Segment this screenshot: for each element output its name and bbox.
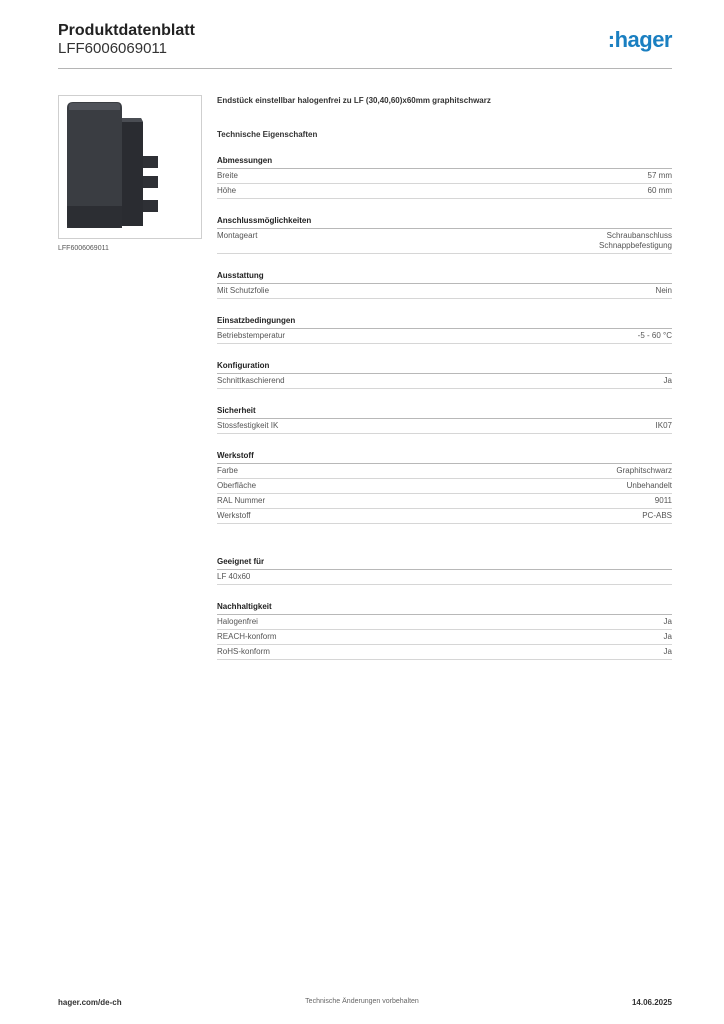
group-title: Ausstattung — [217, 271, 672, 284]
spec-row — [217, 630, 672, 645]
group-title: Konfiguration — [217, 361, 672, 374]
footer-date: 14.06.2025 — [631, 998, 672, 1007]
spec-group-geeignet-fuer — [217, 557, 672, 585]
header-divider — [58, 68, 672, 69]
group-title: Abmessungen — [217, 156, 672, 169]
spec-row — [217, 494, 672, 509]
spec-label: RAL Nummer — [217, 496, 266, 505]
spec-label: Farbe — [217, 466, 238, 475]
spec-row — [217, 479, 672, 494]
product-description: Endstück einstellbar halogenfrei zu LF (30,40,60)x60mm graphitschwarz — [217, 96, 491, 105]
footer-website-link[interactable]: hager.com/de-ch — [58, 998, 122, 1007]
spec-label: Montageart — [217, 231, 258, 240]
spec-row — [217, 184, 672, 199]
spec-label: Halogenfrei — [217, 617, 258, 626]
spec-group-anschlussmoeglichkeiten — [217, 216, 672, 254]
spec-row — [217, 374, 672, 389]
group-title: Anschlussmöglichkeiten — [217, 216, 672, 229]
product-image — [58, 95, 202, 239]
spec-row — [217, 284, 672, 299]
spec-value: 57 mm — [647, 171, 672, 180]
spec-section-title: Technische Eigenschaften — [217, 130, 318, 139]
group-title: Einsatzbedingungen — [217, 316, 672, 329]
end-cap-product-icon — [59, 96, 201, 238]
spec-label: Mit Schutzfolie — [217, 286, 270, 295]
spec-group-sicherheit — [217, 406, 672, 434]
spec-group-ausstattung — [217, 271, 672, 299]
spec-value-line: Schraubanschluss — [606, 231, 672, 240]
spec-row — [217, 645, 672, 660]
spec-value: Ja — [663, 647, 672, 656]
spec-value: Ja — [663, 617, 672, 626]
spec-value: Nein — [655, 286, 672, 295]
spec-row — [217, 464, 672, 479]
spec-label: Werkstoff — [217, 511, 251, 520]
spec-value: 9011 — [654, 496, 672, 505]
spec-value-line: Schnappbefestigung — [599, 241, 672, 250]
spec-value: PC-ABS — [642, 511, 672, 520]
group-title: Nachhaltigkeit — [217, 602, 672, 615]
spec-row — [217, 509, 672, 524]
spec-label: Stossfestigkeit IK — [217, 421, 279, 430]
spec-label: RoHS-konform — [217, 647, 270, 656]
spec-value: Ja — [663, 376, 672, 385]
spec-label: Schnittkaschierend — [217, 376, 285, 385]
image-caption: LFF6006069011 — [58, 245, 109, 252]
spec-group-werkstoff — [217, 451, 672, 524]
spec-label: Betriebstemperatur — [217, 331, 286, 340]
spec-group-nachhaltigkeit — [217, 602, 672, 660]
group-title: Werkstoff — [217, 451, 672, 464]
group-title: Sicherheit — [217, 406, 672, 419]
page-title: Produktdatenblatt — [58, 22, 195, 39]
spec-value: IK07 — [655, 421, 672, 430]
spec-value: Ja — [663, 632, 672, 641]
spec-row — [217, 615, 672, 630]
footer-notice: Technische Änderungen vorbehalten — [305, 998, 419, 1005]
spec-value: Unbehandelt — [626, 481, 672, 490]
spec-row — [217, 229, 672, 254]
spec-value — [599, 231, 672, 251]
spec-value: Graphitschwarz — [616, 466, 672, 475]
spec-label: Breite — [217, 171, 238, 180]
group-title: Geeignet für — [217, 557, 672, 570]
spec-group-konfiguration — [217, 361, 672, 389]
spec-row — [217, 419, 672, 434]
spec-content — [217, 96, 672, 660]
spec-value: 60 mm — [647, 186, 672, 195]
spec-group-abmessungen — [217, 156, 672, 199]
spec-label: LF 40x60 — [217, 572, 251, 581]
product-code: LFF6006069011 — [58, 40, 167, 57]
spec-label: REACH-konform — [217, 632, 277, 641]
spec-label: Oberfläche — [217, 481, 257, 490]
spec-label: Höhe — [217, 186, 237, 195]
spec-value: -5 - 60 °C — [637, 331, 672, 340]
spec-row — [217, 169, 672, 184]
spec-row — [217, 329, 672, 344]
spec-group-einsatzbedingungen — [217, 316, 672, 344]
spec-row — [217, 570, 672, 585]
hager-logo[interactable]: :hager — [607, 27, 672, 52]
